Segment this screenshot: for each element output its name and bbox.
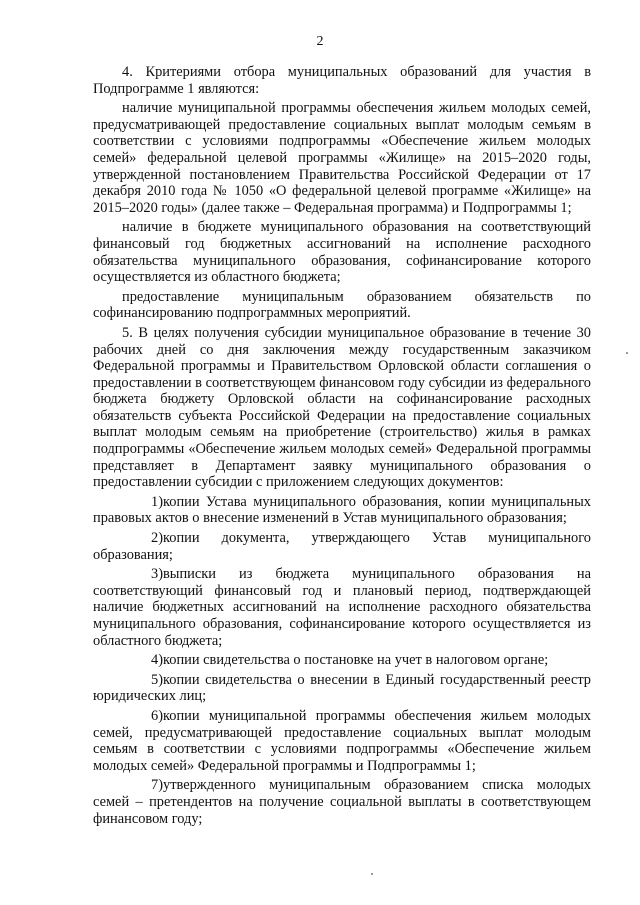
list-item-text: копии муниципальной программы обеспечения жильем молодых семей, предусматривающей предоставление социальных выплат молодым семьям в соответствии с условиями подпрограммы «Обеспечение жильем молодых семей» Федеральной программы и Подпрограммы 1; <box>93 707 591 774</box>
list-item-text: утвержденного муниципальным образованием списка молодых семей – претендентов на получение социальной выплаты в соответствующем финансовом году; <box>93 777 591 827</box>
list-item-number: 5) <box>151 671 163 688</box>
list-item-6 <box>93 708 591 774</box>
paragraph-criteria-intro: 4. Критериями отбора муниципальных образований для участия в Подпрограмме 1 являются: <box>93 64 591 97</box>
list-item-2 <box>93 530 591 563</box>
paragraph-criterion-program: наличие муниципальной программы обеспечения жильем молодых семей, предусматривающей предоставление социальных выплат молодым семьям в соответствии с условиями подпрограммы «Обеспечение жильем молодых семей» федеральной целевой программы «Жилище» на 2015–2020 годы, утвержденной постановлением Правительства Российской Федерации от 17 декабря 2010 года № 1050 «О федеральной целевой программе «Жилище» на 2015–2020 годы» (далее также – Федеральная программа) и Подпрограммы 1; <box>93 100 591 216</box>
list-item-text: копии свидетельства о внесении в Единый государственный реестр юридических лиц; <box>93 671 591 705</box>
list-item-number: 1) <box>151 493 163 510</box>
list-item-5 <box>93 672 591 705</box>
page-number: 2 <box>316 34 324 49</box>
list-item-number: 3) <box>151 566 163 583</box>
paragraph-criterion-obligations: предоставление муниципальным образованием обязательств по софинансированию подпрограммных мероприятий. <box>93 288 591 322</box>
list-item-number: 7) <box>151 777 163 794</box>
scan-speck <box>626 352 628 354</box>
paragraph-subsidy-procedure: 5. В целях получения субсидии муниципальное образование в течение 30 рабочих дней со дня заключения между государственным заказчиком Федеральной программы и Правительством Орловской области соглашения о предоставлении в соответствующем финансовом году субсидии из федерального бюджета бюджету Орловской области на софинансирование расходных обязательств субъекта Российской Федерации на предоставление социальных выплат молодым семьям на приобретение (строительство) жилья в рамках подпрограммы «Обеспечение жильем молодых семей» Федеральной программы представляет в Департамент заявку муниципального образования о предоставлении субсидии с приложением следующих документов: <box>93 324 591 491</box>
list-item-text: копии Устава муниципального образования, копии муниципальных правовых актов о внесение изменений в Устав муниципального образования; <box>93 493 591 527</box>
list-item-4 <box>93 652 591 669</box>
scan-speck <box>371 873 373 875</box>
list-item-1 <box>93 494 591 527</box>
list-item-text: копии свидетельства о постановке на учет в налоговом органе; <box>163 652 549 669</box>
list-item-number: 4) <box>151 652 163 669</box>
list-item-number: 2) <box>151 530 163 547</box>
list-item-7 <box>93 777 591 827</box>
list-item-text: выписки из бюджета муниципального образования на соответствующий финансовый год и плановый период, подтверждающей наличие бюджетных ассигнований на исполнение расходного обязательства муниципального образования, софинансирование которого осуществляется из областного бюджета; <box>93 566 591 649</box>
list-item-number: 6) <box>151 707 163 724</box>
list-item-text: копии документа, утверждающего Устав муниципального образования; <box>93 530 591 563</box>
list-item-3 <box>93 566 591 649</box>
document-body <box>93 64 591 830</box>
paragraph-criterion-budget: наличие в бюджете муниципального образования на соответствующий финансовый год бюджетных ассигнований на исполнение расходного обязательства муниципального образования, софинансирование которого осуществляется из областного бюджета; <box>93 219 591 286</box>
